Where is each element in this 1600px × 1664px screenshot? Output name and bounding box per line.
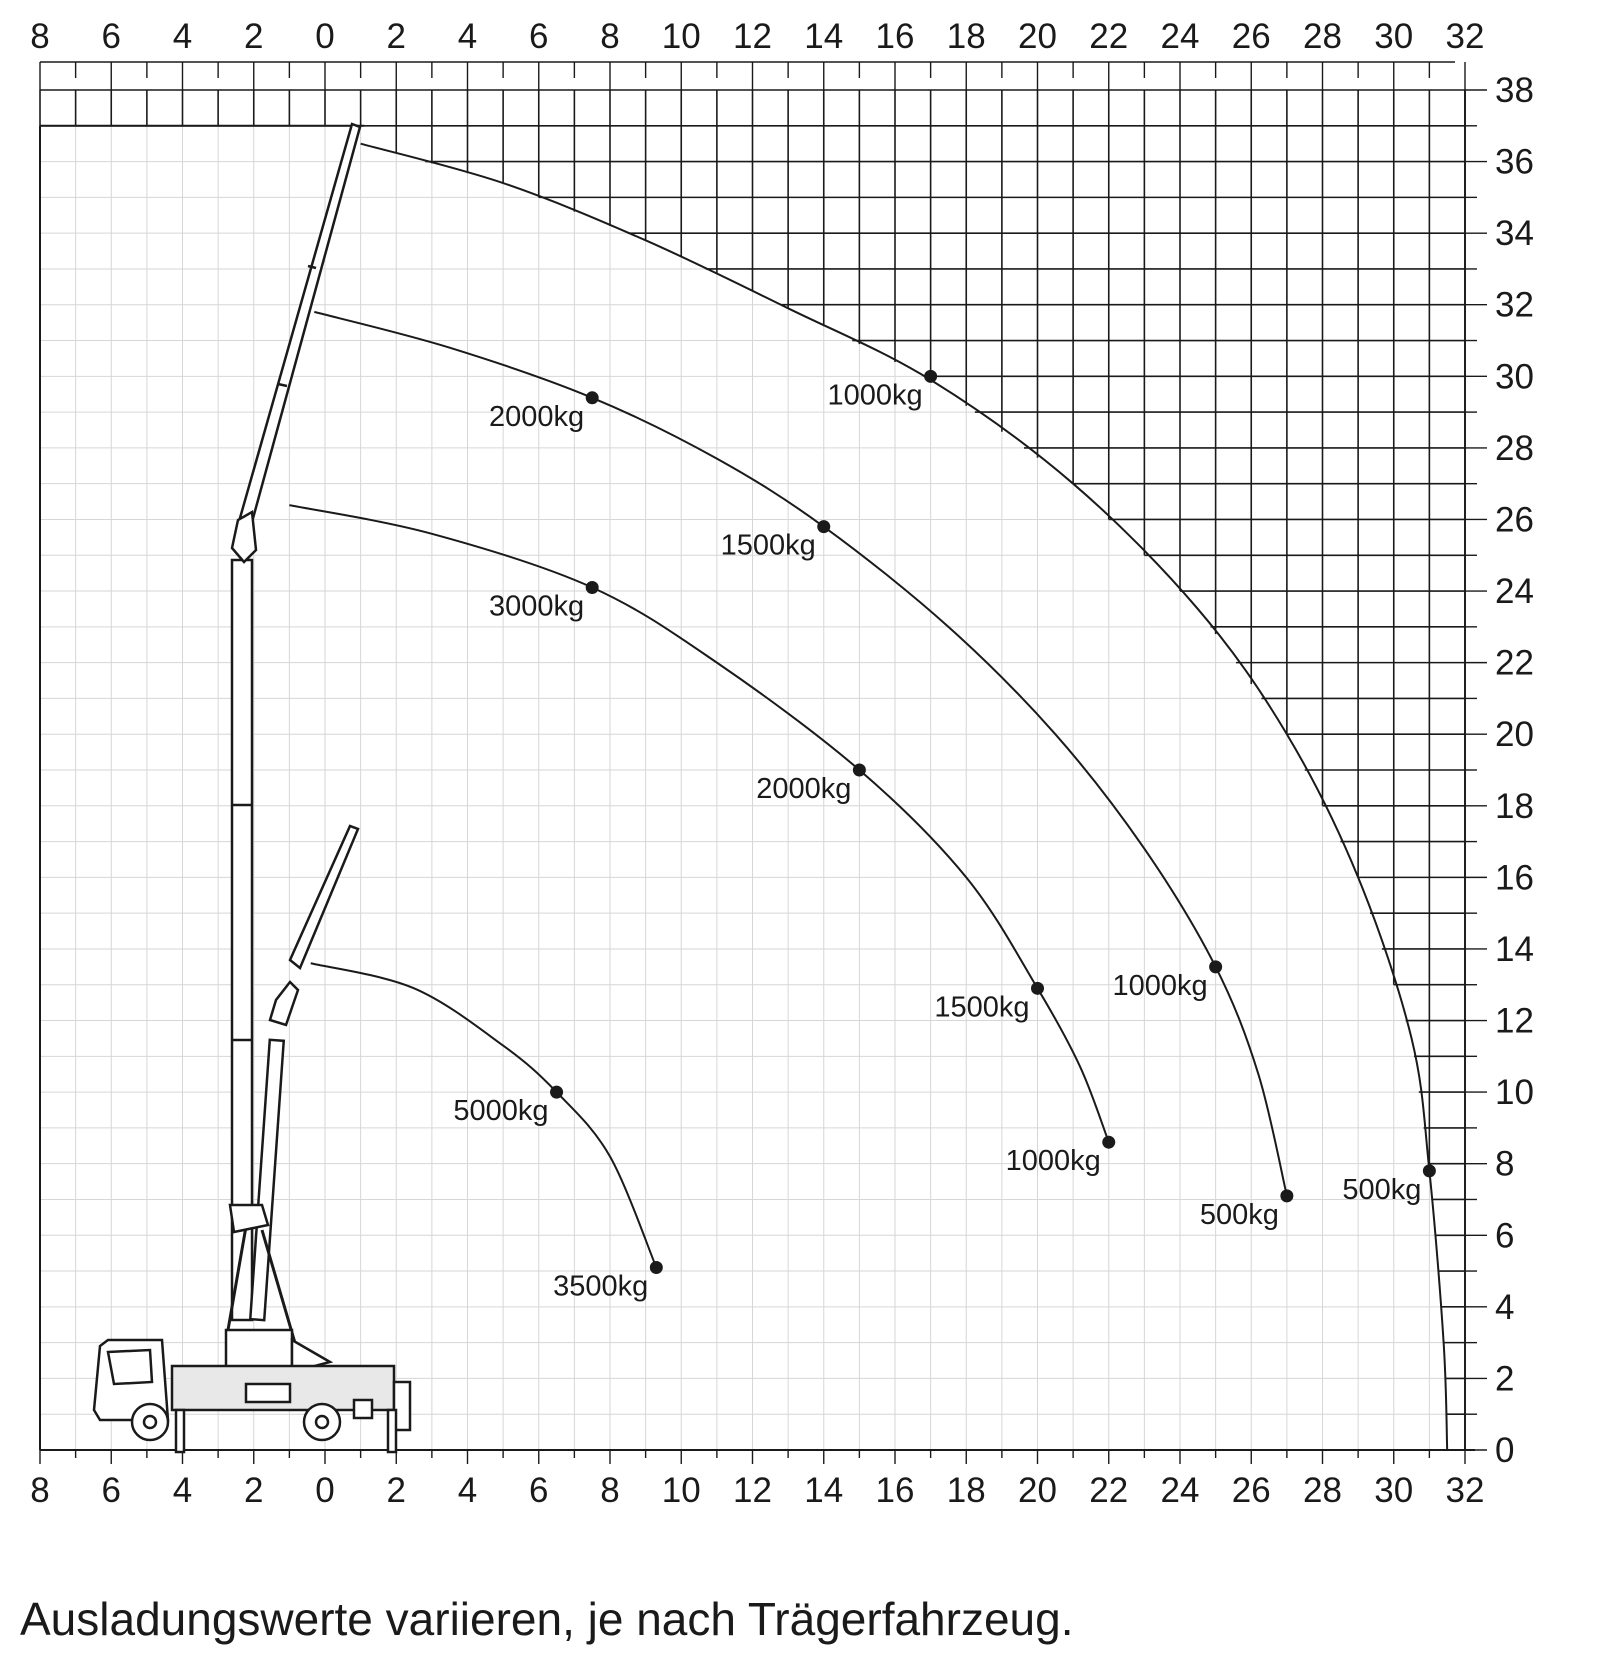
load-point bbox=[817, 520, 830, 533]
y-tick-label: 30 bbox=[1495, 357, 1534, 397]
x-tick-label-top: 14 bbox=[804, 17, 844, 56]
load-point-label: 3500kg bbox=[553, 1270, 649, 1303]
y-tick-label: 8 bbox=[1495, 1144, 1515, 1184]
y-tick-label: 0 bbox=[1495, 1431, 1515, 1470]
x-tick-label-top: 8 bbox=[600, 17, 620, 56]
load-point-label: 1000kg bbox=[827, 379, 923, 412]
y-tick-label: 20 bbox=[1495, 715, 1534, 755]
load-point-label: 500kg bbox=[1342, 1173, 1422, 1206]
x-tick-label-bottom: 22 bbox=[1089, 1471, 1129, 1510]
load-point-label: 1000kg bbox=[1005, 1145, 1101, 1178]
x-tick-label-bottom: 28 bbox=[1303, 1471, 1342, 1510]
load-point bbox=[550, 1086, 563, 1099]
y-tick-label: 22 bbox=[1495, 643, 1534, 683]
y-tick-label: 26 bbox=[1495, 500, 1534, 540]
x-tick-label-bottom: 2 bbox=[386, 1471, 406, 1510]
x-tick-label-top: 30 bbox=[1374, 17, 1414, 56]
x-tick-label-bottom: 6 bbox=[529, 1471, 549, 1510]
load-point-label: 500kg bbox=[1199, 1198, 1279, 1231]
x-tick-label-bottom: 10 bbox=[661, 1471, 701, 1510]
load-point bbox=[1423, 1164, 1436, 1177]
y-tick-label: 18 bbox=[1495, 786, 1534, 826]
x-tick-label-bottom: 4 bbox=[172, 1471, 193, 1510]
x-tick-label-bottom: 18 bbox=[946, 1471, 986, 1510]
x-tick-label-top: 32 bbox=[1445, 17, 1485, 56]
load-point bbox=[1031, 982, 1044, 995]
x-tick-label-top: 16 bbox=[875, 17, 915, 56]
load-point bbox=[586, 391, 599, 404]
x-tick-label-top: 6 bbox=[529, 17, 549, 56]
x-tick-label-bottom: 0 bbox=[315, 1471, 335, 1510]
load-point-label: 2000kg bbox=[489, 400, 585, 433]
load-point-label: 1000kg bbox=[1112, 969, 1208, 1002]
x-tick-label-bottom: 4 bbox=[457, 1471, 478, 1510]
x-tick-label-top: 22 bbox=[1089, 17, 1129, 56]
load-point bbox=[1102, 1136, 1115, 1149]
y-tick-label: 14 bbox=[1495, 929, 1534, 969]
x-tick-label-top: 6 bbox=[101, 17, 121, 56]
load-point-label: 5000kg bbox=[453, 1095, 549, 1128]
load-curve-4 bbox=[361, 144, 1448, 1450]
x-tick-label-bottom: 20 bbox=[1018, 1471, 1057, 1510]
x-tick-label-top: 4 bbox=[457, 17, 478, 56]
x-tick-label-top: 28 bbox=[1303, 17, 1342, 56]
x-tick-label-bottom: 14 bbox=[804, 1471, 844, 1510]
x-tick-label-top: 0 bbox=[315, 17, 335, 56]
y-tick-label: 12 bbox=[1495, 1001, 1534, 1041]
load-point bbox=[853, 764, 866, 777]
y-tick-label: 4 bbox=[1495, 1287, 1515, 1327]
x-tick-label-bottom: 8 bbox=[600, 1471, 620, 1510]
x-tick-label-top: 24 bbox=[1160, 17, 1200, 56]
x-tick-label-top: 20 bbox=[1018, 17, 1057, 56]
x-tick-label-top: 10 bbox=[661, 17, 701, 56]
x-tick-label-top: 12 bbox=[733, 17, 772, 56]
x-tick-label-bottom: 32 bbox=[1445, 1471, 1485, 1510]
y-tick-label: 38 bbox=[1495, 71, 1534, 110]
x-tick-label-bottom: 30 bbox=[1374, 1471, 1414, 1510]
load-curve-2 bbox=[289, 505, 1108, 1142]
x-tick-label-bottom: 2 bbox=[244, 1471, 264, 1510]
x-tick-label-bottom: 6 bbox=[101, 1471, 121, 1510]
y-tick-label: 16 bbox=[1495, 858, 1534, 898]
load-point bbox=[924, 370, 937, 383]
load-curves bbox=[289, 144, 1447, 1450]
y-tick-label: 10 bbox=[1495, 1073, 1534, 1113]
x-tick-label-bottom: 16 bbox=[875, 1471, 915, 1510]
y-tick-label: 34 bbox=[1495, 214, 1534, 254]
y-tick-label: 24 bbox=[1495, 572, 1534, 612]
x-tick-label-bottom: 26 bbox=[1231, 1471, 1271, 1510]
footnote: Ausladungswerte variieren, je nach Trägerfahrzeug. bbox=[20, 1593, 1074, 1645]
x-tick-label-top: 2 bbox=[244, 17, 264, 56]
load-point bbox=[1280, 1189, 1293, 1202]
load-points bbox=[453, 370, 1435, 1303]
x-tick-label-bottom: 8 bbox=[30, 1471, 50, 1510]
load-point-label: 1500kg bbox=[720, 529, 816, 562]
x-tick-label-bottom: 24 bbox=[1160, 1471, 1200, 1510]
x-tick-label-bottom: 12 bbox=[733, 1471, 772, 1510]
load-curve-3 bbox=[314, 312, 1287, 1196]
load-point-label: 2000kg bbox=[756, 773, 852, 805]
load-point bbox=[586, 581, 599, 594]
load-point bbox=[650, 1261, 663, 1274]
y-tick-label: 6 bbox=[1495, 1216, 1515, 1256]
y-tick-label: 28 bbox=[1495, 428, 1534, 468]
load-point-label: 1500kg bbox=[934, 991, 1030, 1024]
x-tick-label-top: 26 bbox=[1231, 17, 1271, 56]
y-tick-label: 2 bbox=[1495, 1359, 1515, 1399]
x-tick-label-top: 4 bbox=[172, 17, 193, 56]
load-point bbox=[1209, 960, 1222, 973]
load-point-label: 3000kg bbox=[489, 590, 585, 623]
y-tick-label: 36 bbox=[1495, 142, 1534, 182]
y-tick-label: 32 bbox=[1495, 285, 1534, 325]
x-tick-label-top: 18 bbox=[946, 17, 986, 56]
x-tick-label-top: 8 bbox=[30, 17, 50, 56]
x-tick-label-top: 2 bbox=[386, 17, 406, 56]
